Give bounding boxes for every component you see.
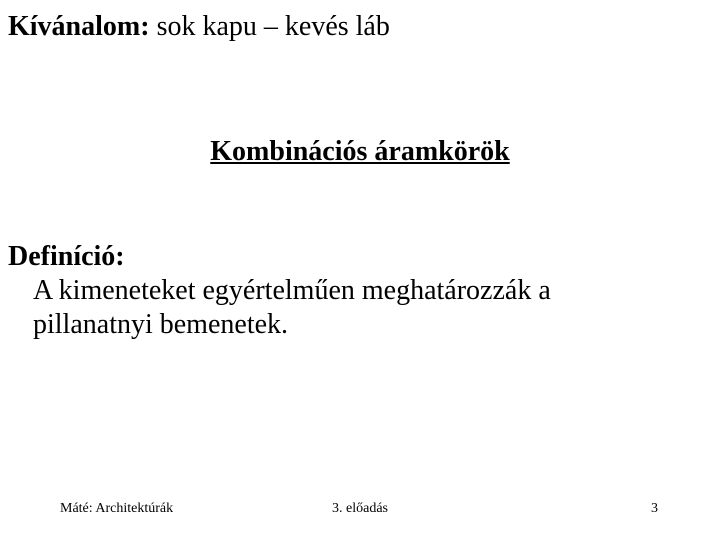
definition-label: Definíció: (8, 241, 125, 272)
requirement-text: sok kapu – kevés láb (156, 11, 390, 42)
section-title: Kombinációs áramkörök (210, 136, 510, 167)
footer-page-number: 3 (651, 501, 658, 516)
definition-text: A kimeneteket egyértelműen meghatározzák a pillanatnyi bemenetek. (33, 275, 551, 340)
requirement-line (8, 10, 390, 44)
requirement-label: Kívánalom: (8, 11, 150, 42)
footer-author: Máté: Architektúrák (60, 501, 174, 516)
footer-lecture: 3. előadás (332, 501, 388, 516)
definition-block (8, 240, 708, 342)
